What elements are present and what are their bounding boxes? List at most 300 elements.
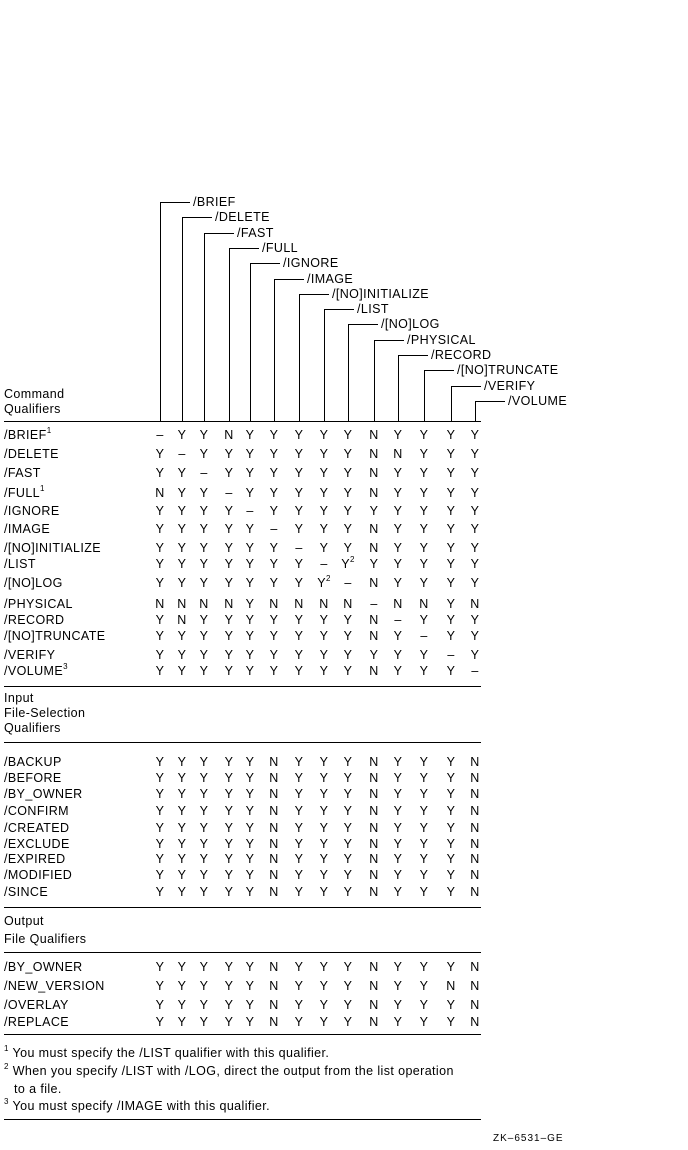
- table-cell: Y: [343, 428, 353, 442]
- table-cell: Y: [446, 837, 456, 851]
- table-cell: Y: [446, 447, 456, 461]
- table-cell: Y: [446, 522, 456, 536]
- table-cell: Y: [199, 486, 209, 500]
- table-cell: Y: [294, 466, 304, 480]
- table-cell: Y: [369, 648, 379, 662]
- table-cell: Y: [319, 664, 329, 678]
- section-rule: [4, 686, 481, 687]
- table-cell: Y: [470, 648, 480, 662]
- column-connector-line: [348, 324, 349, 421]
- table-cell: N: [269, 821, 279, 835]
- column-header: /PHYSICAL: [407, 332, 476, 347]
- table-cell: Y: [294, 486, 304, 500]
- table-cell: Y: [177, 821, 187, 835]
- table-cell: N: [470, 837, 480, 851]
- column-connector-tick: [451, 386, 481, 387]
- table-cell: N: [269, 852, 279, 866]
- table-cell: Y: [343, 664, 353, 678]
- column-connector-line: [299, 294, 300, 421]
- table-cell: N: [369, 613, 379, 627]
- row-label: [4, 597, 73, 611]
- table-cell: N: [369, 522, 379, 536]
- table-cell: Y: [155, 868, 165, 882]
- table-cell: Y: [245, 755, 255, 769]
- table-cell: Y: [319, 979, 329, 993]
- table-cell: Y: [393, 1015, 403, 1029]
- table-cell: Y: [155, 979, 165, 993]
- row-label-text: /IMAGE: [4, 522, 51, 536]
- table-cell: Y: [155, 885, 165, 899]
- table-cell: Y: [343, 447, 353, 461]
- column-header: /[NO]LOG: [381, 317, 440, 332]
- table-cell: Y: [419, 664, 429, 678]
- table-cell: N: [177, 613, 187, 627]
- column-connector-tick: [274, 279, 304, 280]
- column-connector-tick: [182, 217, 212, 218]
- table-cell: N: [155, 486, 165, 500]
- table-cell: Y: [419, 1015, 429, 1029]
- table-cell: Y: [393, 648, 403, 662]
- table-cell: Y: [224, 821, 234, 835]
- column-connector-tick: [160, 202, 190, 203]
- table-cell: Y: [177, 960, 187, 974]
- row-label: [4, 541, 101, 555]
- table-cell: N: [470, 787, 480, 801]
- footnote: [14, 1082, 62, 1096]
- column-header: /BRIEF: [193, 195, 236, 209]
- table-cell: –: [225, 486, 233, 500]
- row-label-text: /NEW_VERSION: [4, 979, 105, 993]
- table-cell: Y: [393, 885, 403, 899]
- row-label-text: /OVERLAY: [4, 998, 69, 1012]
- table-cell: N: [470, 755, 480, 769]
- footnote-marker: 2: [4, 1062, 9, 1071]
- table-cell: Y: [319, 447, 329, 461]
- table-cell: Y: [393, 541, 403, 555]
- row-label: [4, 998, 69, 1012]
- table-cell: Y: [177, 998, 187, 1012]
- row-label: [4, 787, 83, 801]
- table-cell: Y: [199, 821, 209, 835]
- section-rule: [4, 952, 481, 953]
- table-cell: Y: [199, 998, 209, 1012]
- table-cell: N: [269, 1015, 279, 1029]
- footnote-text: When you specify /LIST with /LOG, direct the output from the list operation: [12, 1064, 454, 1078]
- table-cell: Y: [294, 428, 304, 442]
- table-cell: N: [369, 852, 379, 866]
- table-cell: Y: [269, 504, 279, 518]
- section-rule: [4, 1119, 481, 1120]
- section-rule: [4, 907, 481, 908]
- table-cell: N: [470, 804, 480, 818]
- row-label-text: /BACKUP: [4, 755, 62, 769]
- row-label: [4, 486, 45, 500]
- table-cell: Y: [343, 771, 353, 785]
- table-cell: Y: [155, 466, 165, 480]
- table-cell: Y: [343, 979, 353, 993]
- table-cell: N: [177, 597, 187, 611]
- section-rule: [4, 742, 481, 743]
- table-cell: –: [200, 466, 208, 480]
- row-label-text: /IGNORE: [4, 504, 60, 518]
- table-cell: Y: [199, 522, 209, 536]
- row-label-text: /BRIEF: [4, 428, 47, 442]
- table-cell: Y: [419, 821, 429, 835]
- table-cell: Y: [224, 771, 234, 785]
- table-cell: Y: [224, 613, 234, 627]
- column-header: /FULL: [262, 240, 299, 255]
- table-cell: Y: [419, 771, 429, 785]
- table-cell: Y: [419, 868, 429, 882]
- table-cell: Y: [319, 486, 329, 500]
- table-cell: [317, 576, 331, 590]
- column-connector-tick: [348, 324, 378, 325]
- table-cell: Y: [224, 885, 234, 899]
- table-cell: Y: [177, 885, 187, 899]
- table-cell: N: [369, 868, 379, 882]
- table-cell: Y: [155, 998, 165, 1012]
- table-cell: Y: [155, 771, 165, 785]
- table-cell: N: [393, 597, 403, 611]
- cell-value: Y: [317, 576, 326, 590]
- table-cell: Y: [269, 576, 279, 590]
- table-cell: Y: [224, 629, 234, 643]
- column-header: /LIST: [357, 302, 389, 317]
- table-cell: Y: [343, 960, 353, 974]
- table-cell: Y: [155, 613, 165, 627]
- table-cell: Y: [177, 541, 187, 555]
- table-cell: Y: [245, 428, 255, 442]
- table-cell: N: [369, 1015, 379, 1029]
- table-cell: Y: [245, 868, 255, 882]
- table-cell: Y: [199, 613, 209, 627]
- input-section-title: Qualifiers: [4, 721, 61, 735]
- table-cell: Y: [177, 979, 187, 993]
- table-cell: N: [269, 979, 279, 993]
- table-cell: Y: [319, 648, 329, 662]
- table-cell: Y: [199, 804, 209, 818]
- table-cell: –: [270, 522, 278, 536]
- table-cell: Y: [470, 522, 480, 536]
- table-cell: Y: [343, 837, 353, 851]
- table-cell: Y: [419, 447, 429, 461]
- table-cell: Y: [446, 885, 456, 899]
- table-cell: –: [471, 664, 479, 678]
- row-label-text: /[NO]TRUNCATE: [4, 629, 106, 643]
- table-cell: Y: [419, 428, 429, 442]
- table-cell: Y: [319, 1015, 329, 1029]
- column-connector-line: [229, 248, 230, 421]
- table-cell: –: [246, 504, 254, 518]
- row-label-text: /SINCE: [4, 885, 49, 899]
- table-cell: N: [269, 755, 279, 769]
- table-cell: Y: [269, 648, 279, 662]
- table-cell: Y: [319, 998, 329, 1012]
- table-cell: Y: [419, 804, 429, 818]
- table-cell: Y: [343, 804, 353, 818]
- table-cell: –: [178, 447, 186, 461]
- table-cell: N: [269, 998, 279, 1012]
- table-cell: N: [269, 804, 279, 818]
- table-cell: Y: [155, 755, 165, 769]
- table-cell: Y: [294, 885, 304, 899]
- footnote-text: You must specify /IMAGE with this qualifier.: [12, 1099, 271, 1113]
- table-cell: Y: [470, 629, 480, 643]
- table-cell: Y: [245, 1015, 255, 1029]
- table-cell: Y: [446, 597, 456, 611]
- table-cell: Y: [319, 787, 329, 801]
- table-cell: N: [470, 1015, 480, 1029]
- table-cell: N: [470, 771, 480, 785]
- table-cell: Y: [269, 557, 279, 571]
- table-cell: Y: [343, 885, 353, 899]
- row-label: [4, 852, 66, 866]
- cell-value: Y: [341, 557, 350, 571]
- table-cell: Y: [177, 852, 187, 866]
- row-label: [4, 557, 36, 571]
- table-cell: Y: [343, 852, 353, 866]
- table-cell: Y: [393, 998, 403, 1012]
- row-label-text: /REPLACE: [4, 1015, 70, 1029]
- table-cell: Y: [177, 755, 187, 769]
- table-cell: Y: [319, 755, 329, 769]
- table-cell: Y: [446, 852, 456, 866]
- table-cell: Y: [177, 576, 187, 590]
- row-label: [4, 960, 83, 974]
- table-cell: Y: [294, 868, 304, 882]
- table-cell: Y: [419, 885, 429, 899]
- table-cell: Y: [177, 868, 187, 882]
- table-cell: Y: [269, 447, 279, 461]
- table-cell: N: [269, 837, 279, 851]
- row-label: [4, 821, 69, 835]
- footnote-marker: 2: [349, 555, 355, 564]
- row-label-text: /LIST: [4, 557, 36, 571]
- table-cell: Y: [155, 787, 165, 801]
- column-header: /FAST: [237, 225, 274, 240]
- table-cell: Y: [199, 428, 209, 442]
- table-cell: Y: [155, 960, 165, 974]
- table-cell: Y: [245, 466, 255, 480]
- table-cell: Y: [269, 541, 279, 555]
- table-cell: N: [269, 597, 279, 611]
- table-cell: Y: [245, 821, 255, 835]
- table-cell: N: [470, 852, 480, 866]
- table-cell: Y: [294, 522, 304, 536]
- table-cell: Y: [319, 613, 329, 627]
- table-cell: Y: [269, 629, 279, 643]
- table-cell: Y: [343, 629, 353, 643]
- table-cell: Y: [155, 648, 165, 662]
- table-cell: N: [470, 597, 480, 611]
- table-cell: N: [369, 979, 379, 993]
- table-cell: Y: [319, 804, 329, 818]
- table-cell: N: [369, 837, 379, 851]
- table-cell: Y: [294, 821, 304, 835]
- row-label: [4, 648, 55, 662]
- table-cell: Y: [393, 629, 403, 643]
- table-cell: Y: [393, 771, 403, 785]
- table-cell: Y: [177, 787, 187, 801]
- row-label-text: /CONFIRM: [4, 804, 69, 818]
- table-cell: Y: [269, 486, 279, 500]
- footnote-marker: 2: [325, 574, 331, 583]
- row-label-text: /BY_OWNER: [4, 960, 83, 974]
- table-cell: Y: [199, 629, 209, 643]
- table-cell: Y: [177, 629, 187, 643]
- column-header: /[NO]INITIALIZE: [332, 286, 429, 301]
- table-cell: Y: [199, 755, 209, 769]
- table-cell: Y: [199, 504, 209, 518]
- table-cell: Y: [155, 447, 165, 461]
- table-cell: Y: [245, 852, 255, 866]
- table-cell: Y: [177, 771, 187, 785]
- table-cell: Y: [446, 998, 456, 1012]
- table-cell: Y: [446, 664, 456, 678]
- table-cell: Y: [419, 755, 429, 769]
- table-cell: N: [470, 960, 480, 974]
- table-cell: N: [369, 486, 379, 500]
- table-cell: Y: [294, 504, 304, 518]
- table-cell: Y: [470, 541, 480, 555]
- table-cell: Y: [294, 648, 304, 662]
- table-cell: –: [156, 428, 164, 442]
- table-cell: N: [269, 771, 279, 785]
- table-cell: N: [369, 787, 379, 801]
- row-label-text: /MODIFIED: [4, 868, 73, 882]
- column-header: /DELETE: [215, 210, 270, 225]
- table-cell: Y: [155, 1015, 165, 1029]
- table-cell: Y: [319, 428, 329, 442]
- table-cell: Y: [294, 960, 304, 974]
- table-cell: Y: [155, 541, 165, 555]
- table-cell: Y: [393, 522, 403, 536]
- table-cell: Y: [155, 664, 165, 678]
- row-label-text: /VERIFY: [4, 648, 56, 662]
- table-cell: Y: [319, 522, 329, 536]
- row-label-text: /FULL: [4, 486, 41, 500]
- table-cell: Y: [245, 664, 255, 678]
- table-cell: Y: [294, 447, 304, 461]
- table-cell: Y: [419, 837, 429, 851]
- table-cell: Y: [269, 428, 279, 442]
- table-cell: Y: [177, 522, 187, 536]
- footnote-marker: 1: [46, 426, 52, 435]
- table-cell: Y: [177, 837, 187, 851]
- table-cell: Y: [319, 821, 329, 835]
- row-label-text: /EXCLUDE: [4, 837, 70, 851]
- table-cell: Y: [224, 541, 234, 555]
- command-section-title: Qualifiers: [4, 402, 61, 416]
- table-cell: Y: [245, 486, 255, 500]
- table-cell: Y: [446, 868, 456, 882]
- row-label: [4, 771, 62, 785]
- table-cell: Y: [419, 557, 429, 571]
- table-cell: Y: [224, 522, 234, 536]
- table-cell: Y: [155, 821, 165, 835]
- table-cell: Y: [177, 557, 187, 571]
- input-section-title: File-Selection: [4, 706, 86, 720]
- table-cell: Y: [393, 837, 403, 851]
- row-label: [4, 755, 62, 769]
- table-cell: N: [269, 868, 279, 882]
- table-cell: N: [343, 597, 353, 611]
- column-connector-line: [451, 386, 452, 421]
- footnote: [4, 1046, 329, 1060]
- table-cell: Y: [224, 466, 234, 480]
- table-cell: Y: [343, 613, 353, 627]
- table-cell: Y: [446, 755, 456, 769]
- table-cell: Y: [393, 804, 403, 818]
- row-label-text: /VOLUME: [4, 664, 64, 678]
- column-connector-tick: [250, 263, 280, 264]
- table-cell: Y: [319, 960, 329, 974]
- table-cell: Y: [224, 648, 234, 662]
- table-cell: Y: [224, 576, 234, 590]
- table-cell: Y: [155, 629, 165, 643]
- table-cell: Y: [245, 771, 255, 785]
- row-label-text: /[NO]INITIALIZE: [4, 541, 101, 555]
- table-cell: N: [369, 428, 379, 442]
- table-cell: Y: [177, 648, 187, 662]
- column-connector-line: [160, 202, 161, 421]
- table-cell: Y: [245, 998, 255, 1012]
- table-cell: N: [224, 428, 234, 442]
- table-cell: Y: [245, 837, 255, 851]
- table-cell: N: [369, 541, 379, 555]
- table-cell: N: [224, 597, 234, 611]
- command-section-title: Command: [4, 387, 65, 401]
- table-cell: Y: [393, 486, 403, 500]
- table-cell: Y: [245, 557, 255, 571]
- table-cell: Y: [319, 504, 329, 518]
- table-cell: Y: [419, 852, 429, 866]
- table-cell: Y: [446, 576, 456, 590]
- table-cell: Y: [470, 613, 480, 627]
- table-cell: Y: [177, 1015, 187, 1029]
- table-cell: –: [447, 648, 455, 662]
- column-connector-line: [250, 263, 251, 421]
- table-cell: N: [393, 447, 403, 461]
- column-connector-line: [398, 355, 399, 421]
- table-cell: Y: [446, 629, 456, 643]
- table-cell: Y: [319, 868, 329, 882]
- table-cell: Y: [224, 447, 234, 461]
- table-cell: Y: [343, 648, 353, 662]
- table-cell: Y: [393, 821, 403, 835]
- row-label: [4, 613, 64, 627]
- table-cell: Y: [294, 1015, 304, 1029]
- table-cell: Y: [199, 664, 209, 678]
- table-cell: Y: [319, 541, 329, 555]
- column-connector-tick: [229, 248, 259, 249]
- table-cell: Y: [155, 837, 165, 851]
- row-label-text: /EXPIRED: [4, 852, 66, 866]
- table-cell: Y: [224, 837, 234, 851]
- table-cell: N: [369, 998, 379, 1012]
- figure-code: ZK–6531–GE: [493, 1133, 564, 1144]
- table-cell: N: [470, 979, 480, 993]
- column-header: /[NO]TRUNCATE: [457, 363, 559, 378]
- table-cell: [341, 557, 355, 571]
- table-cell: Y: [177, 804, 187, 818]
- table-cell: Y: [294, 557, 304, 571]
- table-cell: Y: [446, 1015, 456, 1029]
- table-cell: Y: [199, 787, 209, 801]
- column-connector-line: [475, 401, 476, 421]
- table-cell: Y: [199, 541, 209, 555]
- table-cell: Y: [177, 466, 187, 480]
